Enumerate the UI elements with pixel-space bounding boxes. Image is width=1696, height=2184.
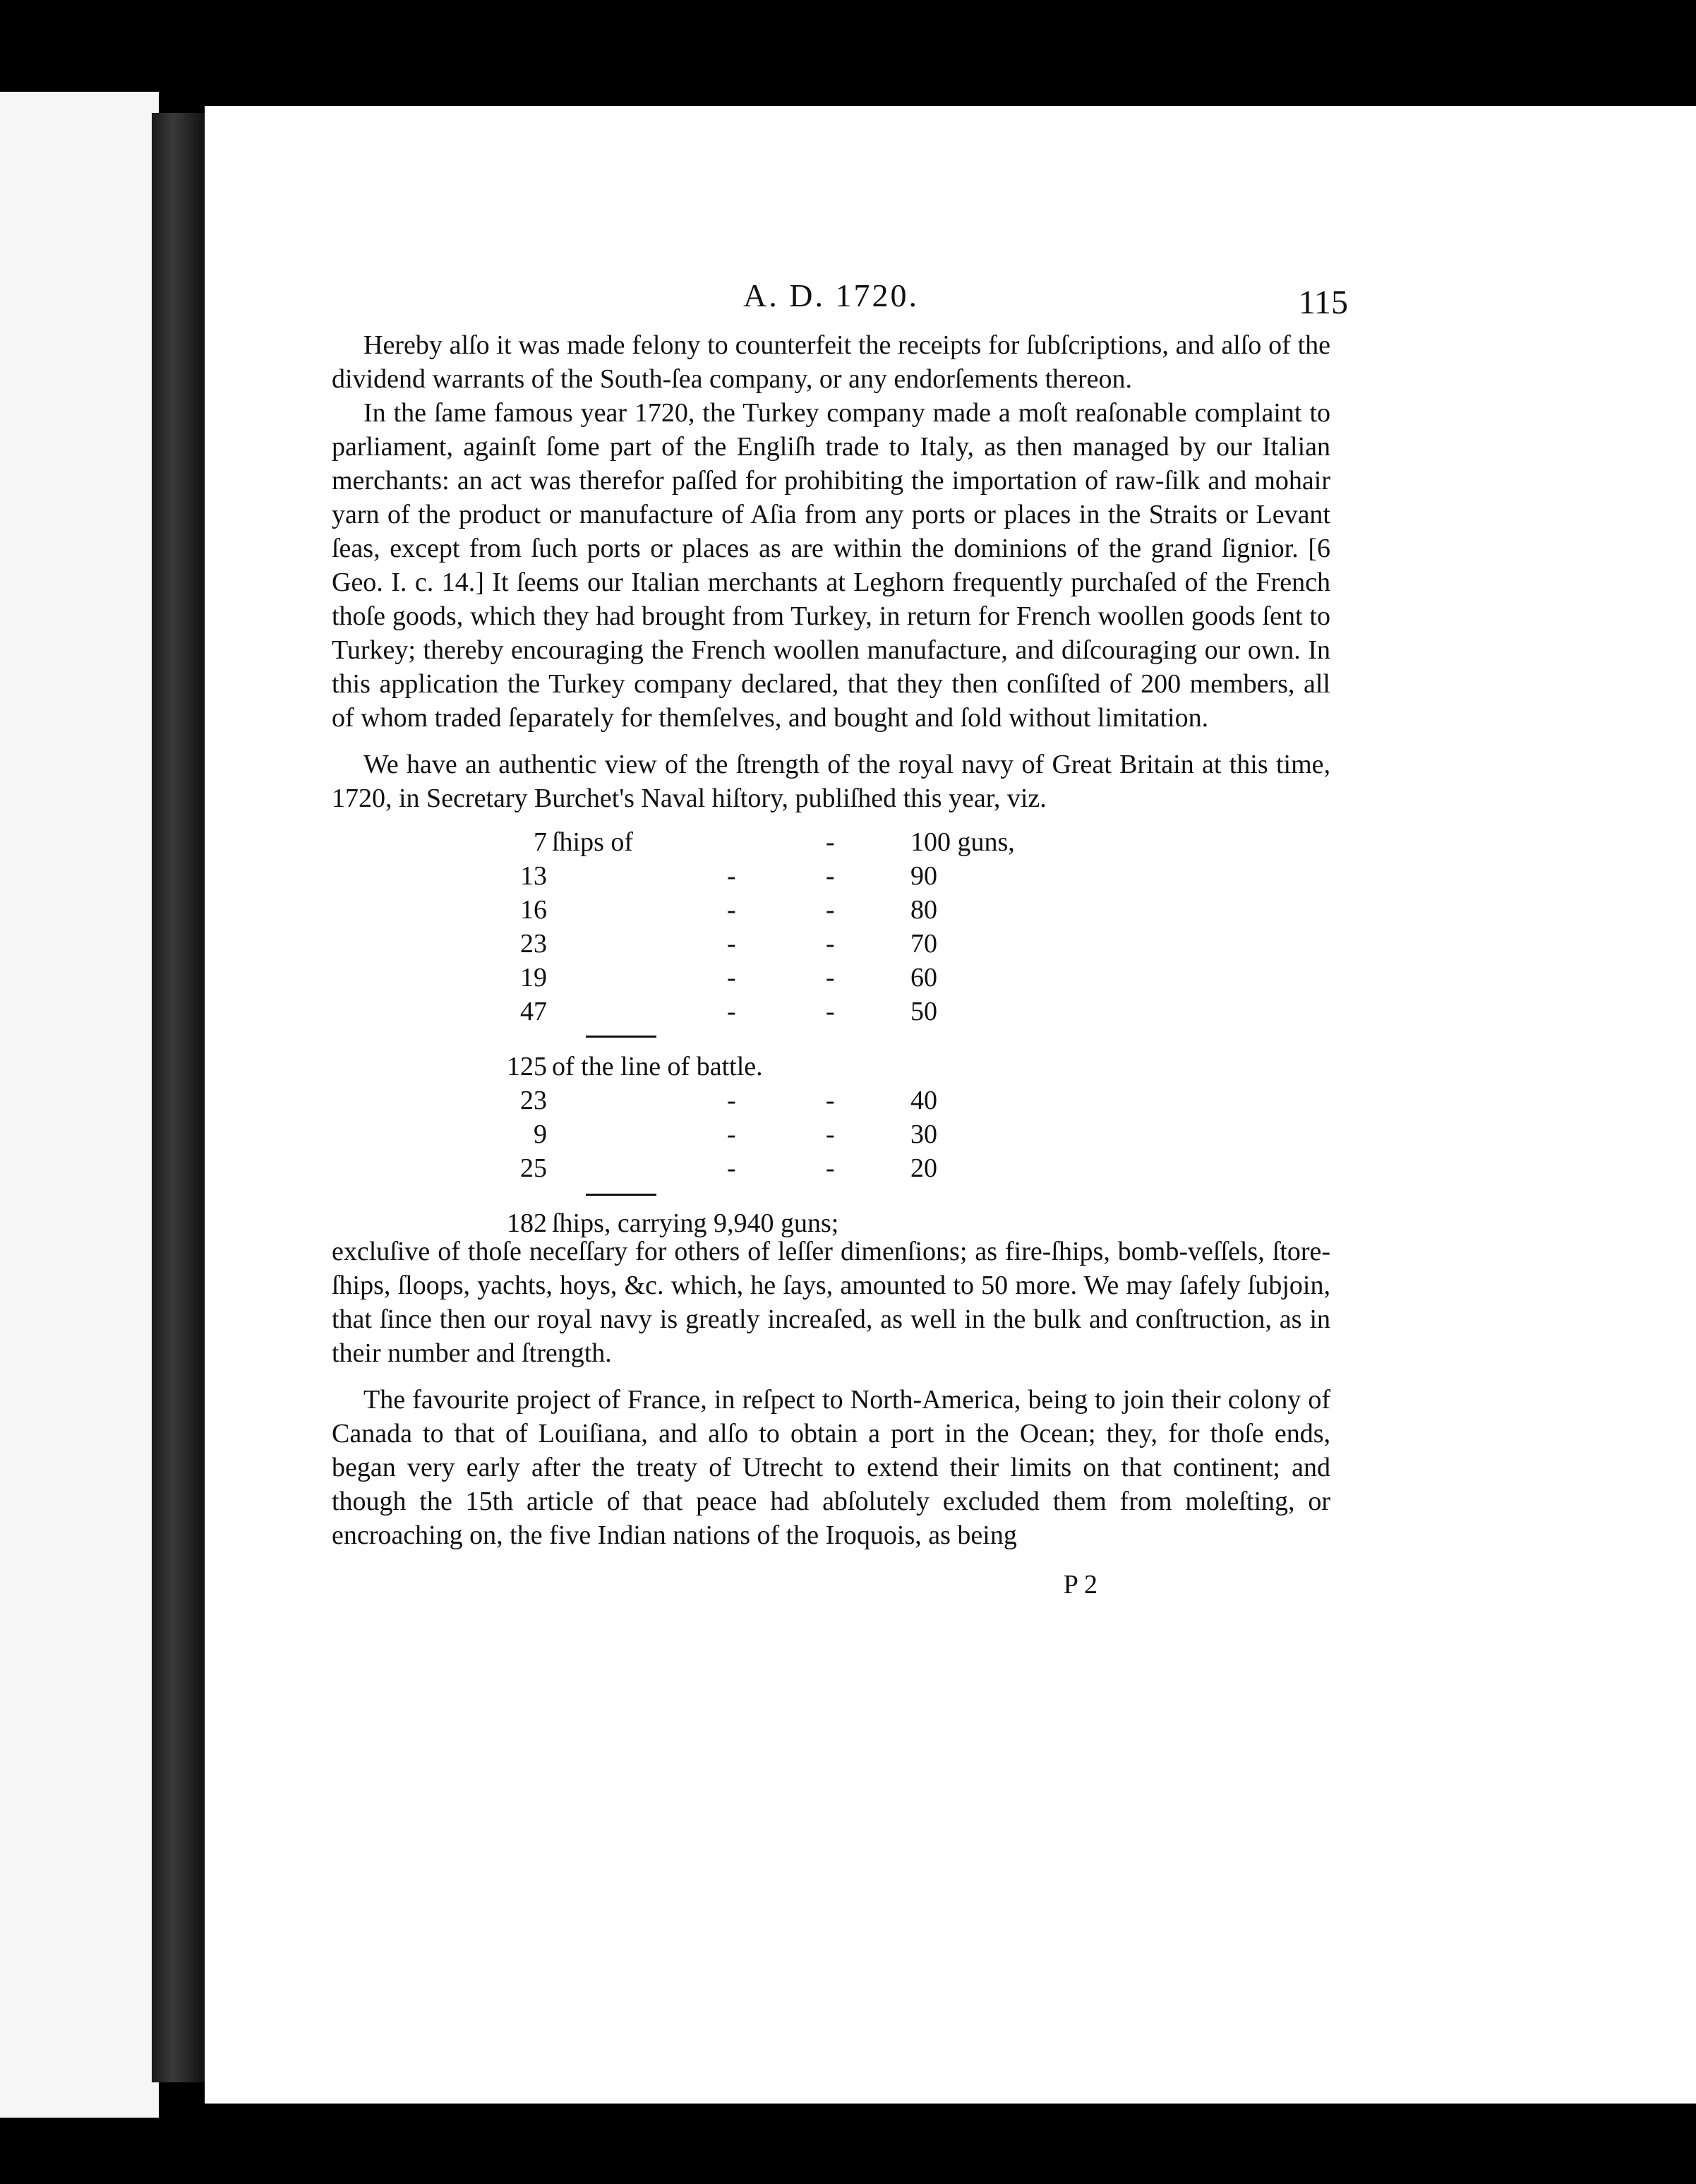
page-number: 115 [1298,284,1348,321]
paragraph-felony: Hereby alſo it was made felony to counterfeit the receipts for ſubſcriptions, and alſo of the dividend warrants of the South-ſea company, or any endorſements thereon. [332,330,1330,394]
text-after-table [332,1235,1330,1552]
table-row [332,995,1330,1028]
dash: - [826,1086,835,1115]
dash: - [826,1153,835,1183]
ships-count: 13 [520,861,547,891]
paragraph-exclusive: excluſive of thoſe neceſſary for others of leſſer dimenſions; as fire-ſhips, bomb-veſſels, ſtore-ſhips, ſloops, yachts, hoys, &c. which, he ſays, amounted to 50 more. We may ſafely ſubjoin, that ſince then our royal navy is greatly increaſed, as well in the bulk and conſtruction, as in their number and ſtrength. [332,1237,1330,1368]
ships-count: 25 [520,1153,547,1183]
dash: - [826,827,835,857]
table-row [332,825,1330,859]
guns-value: 20 [910,1153,937,1183]
ships-count: 125 [507,1052,547,1081]
dash: - [826,929,835,959]
running-head: A. D. 1720. [743,277,919,313]
guns-value: 90 [910,861,937,891]
table-row [332,893,1330,927]
dash: - [826,997,835,1026]
paragraph-turkey-company: In the ſame famous year 1720, the Turkey company made a moſt reaſonable complaint to parliament, againſt ſome part of the Engliſh trade to Italy, as then managed by our Italian merchants: an act was therefor paſſed for prohibiting the importation of raw-ſilk and mohair yarn of the product or manufacture of Aſia from any ports or places in the Straits or Levant ſeas, except from ſuch ports or places as are within the dominions of the grand ſignior. [6 Geo. I. c. 14.] It ſeems our Italian merchants at Leghorn frequently purchaſed of the French thoſe goods, which they had brought from Turkey, in return for French woollen goods ſent to Turkey; thereby encouraging the French woollen manufacture, and diſcouraging our own. In this application the Turkey company declared, that they then conſiſted of 200 members, all of whom traded ſeparately for themſelves, and bought and ſold without limitation. [332,398,1330,733]
guns-value: 50 [910,997,937,1026]
guns-value: 40 [910,1086,937,1115]
dash: - [727,963,736,992]
dash: - [727,997,736,1026]
ships-count: 7 [534,827,547,857]
facing-page-edge [0,92,159,2118]
dash: - [826,895,835,925]
guns-value: 70 [910,929,937,959]
page-content [332,277,1348,1600]
dash: - [727,1153,736,1183]
table-row [332,927,1330,961]
table-row-line-total [332,1050,1330,1084]
ships-label: ſhips of [552,827,634,857]
ships-count: 23 [520,1086,547,1115]
ships-count: 23 [520,929,547,959]
dash: - [727,895,736,925]
dash: - [727,929,736,959]
table-row [332,859,1330,893]
ships-count: 16 [520,895,547,925]
page-header [332,277,1348,328]
table-row-grand-total [332,1206,1330,1240]
sum-rule [586,1194,656,1196]
guns-value: 100 guns, [910,827,1015,857]
guns-value: 80 [910,895,937,925]
ships-count: 9 [534,1120,547,1149]
dash: - [826,963,835,992]
ships-count: 182 [507,1208,547,1238]
ships-label: ſhips, carrying 9,940 guns; [552,1208,839,1238]
paragraph-france-project: The favourite project of France, in reſpect to North-America, being to join their colony of Canada to that of Louiſiana, and alſo to obtain a port in the Ocean; they, for thoſe ends, began very early after the treaty of Utrecht to extend their limits on that continent; and though the 15th article of that peace had abſolutely excluded them from moleſting, or encroaching on, the five Indian nations of the Iroquois, as being [332,1385,1330,1550]
ships-count: 19 [520,963,547,992]
paragraph-navy-intro: We have an authentic view of the ſtrength of the royal navy of Great Britain at this time, 1720, in Secretary Burchet's Naval hiſtory, publiſhed this year, viz. [332,750,1330,813]
table-row [332,1117,1330,1151]
dash: - [826,1120,835,1149]
table-row [332,1084,1330,1117]
guns-value: 30 [910,1120,937,1149]
dash: - [727,1120,736,1149]
dash: - [727,861,736,891]
ships-label: of the line of battle. [552,1052,763,1081]
sum-rule [586,1036,656,1038]
signature-mark: P 2 [1063,1570,1097,1600]
table-row [332,961,1330,995]
dash: - [826,861,835,891]
navy-strength-table [332,825,1330,1238]
table-row [332,1151,1330,1185]
book-gutter-shadow [152,113,205,2082]
ships-count: 47 [520,997,547,1026]
dash: - [727,1086,736,1115]
guns-value: 60 [910,963,937,992]
